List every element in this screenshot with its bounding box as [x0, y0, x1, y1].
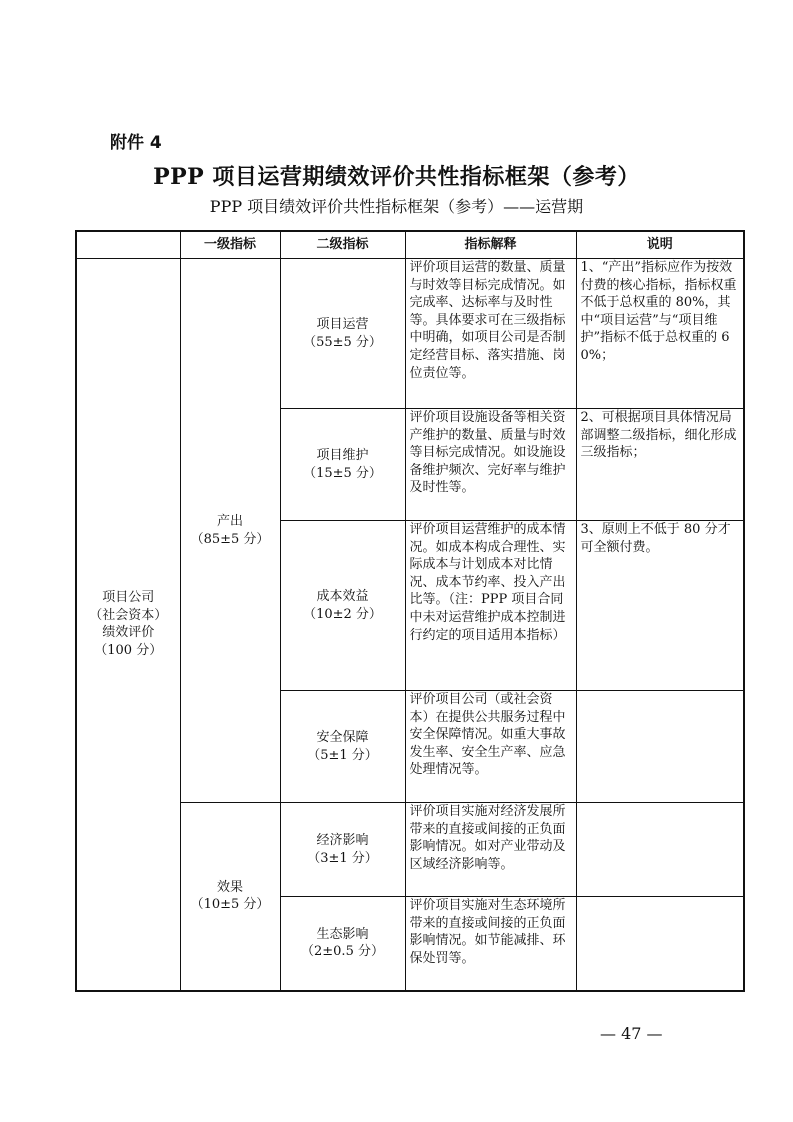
level1-name: 效果 [216, 879, 243, 895]
explanation-cell: 评价项目实施对生态环境所带来的直接或间接的正负面影响情况。如节能减排、环保处罚等。 [405, 897, 576, 991]
level2-score: （55±5 分） [303, 334, 382, 350]
level2-cell [280, 409, 405, 521]
note-cell: 2、可根据项目具体情况局部调整二级指标，细化形成三级指标； [576, 409, 744, 521]
header-explanation: 指标解释 [405, 231, 576, 259]
level1-score: （10±5 分） [190, 897, 270, 913]
level2-name: 项目运营 [316, 316, 369, 332]
level2-name: 经济影响 [316, 832, 369, 848]
level2-score: （3±1 分） [307, 850, 378, 866]
page-number: — 47 — [600, 1024, 663, 1043]
note-cell: 1、“产出”指标应作为按效付费的核心指标，指标权重不低于总权重的 80%，其中“项目运营”与“项目维护”指标不低于总权重的 60%； [576, 259, 744, 409]
explanation-cell: 评价项目设施设备等相关资产维护的数量、质量与时效等目标完成情况。如设施设备维护频次、完好率与维护及时性等。 [405, 409, 576, 521]
explanation-cell: 评价项目运营的数量、质量与时效等目标完成情况。如完成率、达标率与及时性等。具体要求可在三级指标中明确，如项目公司是否制定经营目标、落实措施、岗位责位等。 [405, 259, 576, 409]
level2-score: （15±5 分） [303, 465, 382, 481]
note-cell [576, 691, 744, 803]
indicator-table [75, 230, 745, 992]
explanation-cell: 评价项目公司（或社会资本）在提供公共服务过程中安全保障情况。如重大事故发生率、安全生产率、应急处理情况等。 [405, 691, 576, 803]
table-row [76, 259, 744, 409]
level2-score: （10±2 分） [303, 606, 382, 622]
subject-line: （100 分） [94, 642, 163, 658]
table-header-row [76, 231, 744, 259]
subject-line: 绩效评价 [102, 625, 155, 641]
level1-name: 产出 [216, 513, 243, 529]
subject-cell [76, 259, 180, 991]
level1-effect-cell [180, 803, 280, 991]
level1-score: （85±5 分） [190, 531, 270, 547]
subject-line: 项目公司 [102, 590, 155, 606]
document-title: PPP 项目运营期绩效评价共性指标框架（参考） [153, 164, 640, 190]
note-cell [576, 897, 744, 991]
subject-line: （社会资本） [89, 607, 168, 623]
document-subtitle: PPP 项目绩效评价共性指标框架（参考）——运营期 [209, 197, 584, 216]
explanation-cell: 评价项目实施对经济发展所带来的直接或间接的正负面影响情况。如对产业带动及区域经济影响等。 [405, 803, 576, 897]
level2-name: 成本效益 [316, 588, 369, 604]
level2-cell [280, 259, 405, 409]
level2-cell [280, 521, 405, 691]
note-cell: 3、原则上不低于 80 分才可全额付费。 [576, 521, 744, 691]
level2-cell [280, 803, 405, 897]
level2-cell [280, 897, 405, 991]
level1-output-cell [180, 259, 280, 803]
level2-score: （2±0.5 分） [301, 944, 384, 960]
note-cell [576, 803, 744, 897]
level2-name: 安全保障 [316, 729, 369, 745]
header-note: 说明 [576, 231, 744, 259]
attachment-label: 附件 4 [110, 133, 162, 153]
level2-cell [280, 691, 405, 803]
header-blank [76, 231, 180, 259]
level2-name: 生态影响 [316, 926, 369, 942]
header-level1: 一级指标 [180, 231, 280, 259]
header-level2: 二级指标 [280, 231, 405, 259]
level2-score: （5±1 分） [307, 747, 378, 763]
level2-name: 项目维护 [316, 447, 369, 463]
explanation-cell: 评价项目运营维护的成本情况。如成本构成合理性、实际成本与计划成本对比情况、成本节约率、投入产出比等。（注：PPP 项目合同中未对运营维护成本控制进行约定的项目适用本指标） [405, 521, 576, 691]
